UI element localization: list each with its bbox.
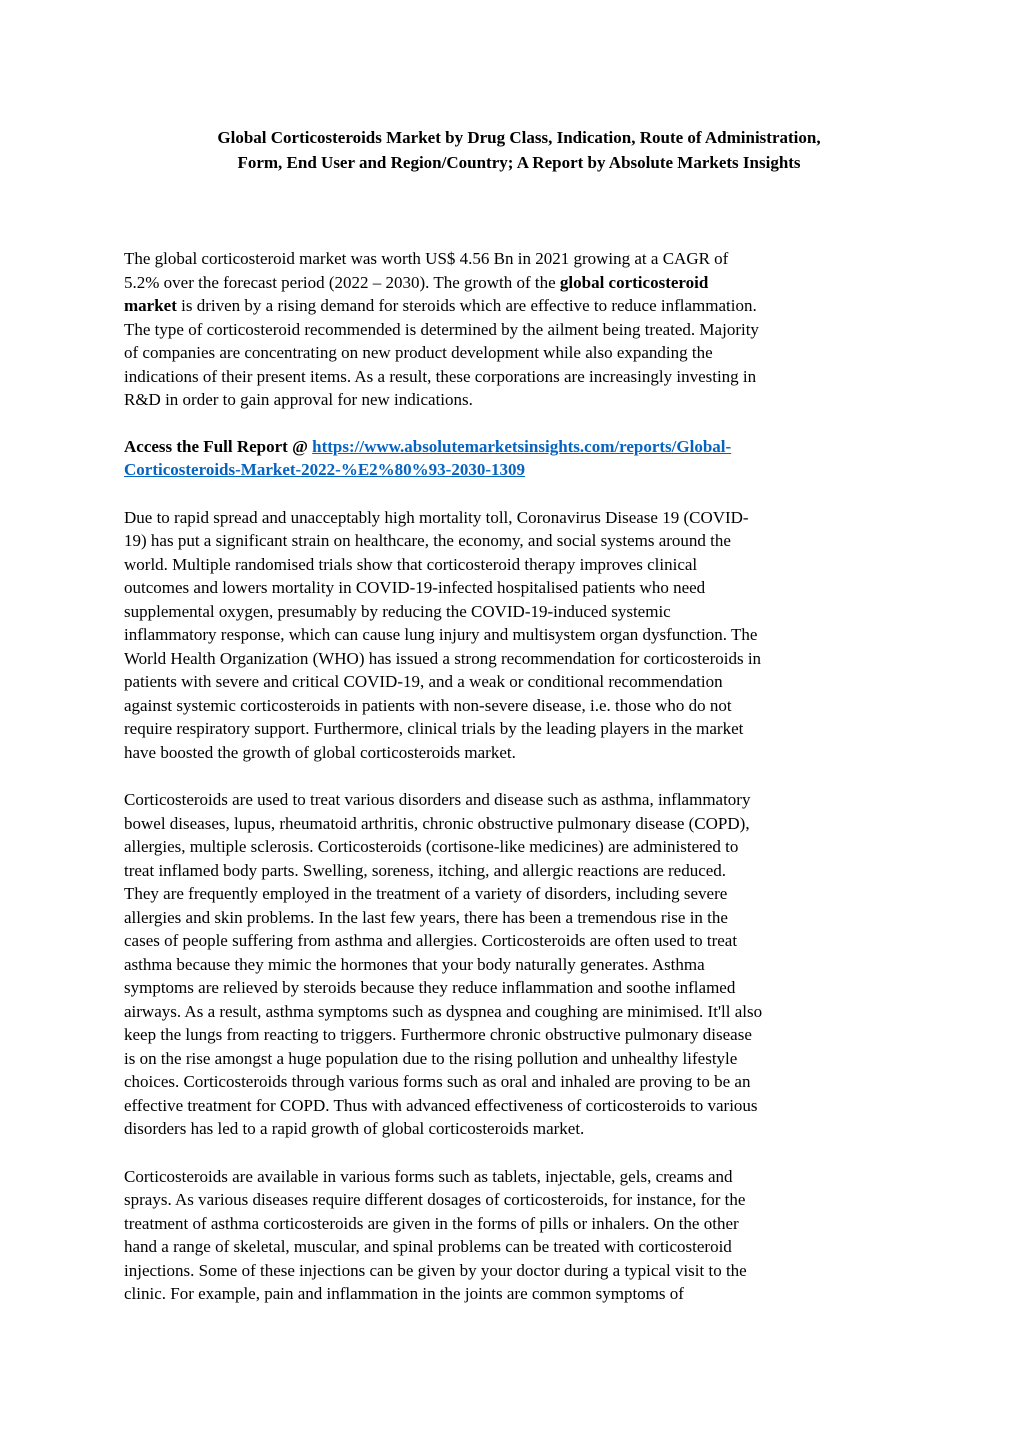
disorders-line: They are frequently employed in the treatment of a variety of disorders, including severe xyxy=(124,884,728,903)
title-line-1: Global Corticosteroids Market by Drug Class, Indication, Route of Administration, xyxy=(217,128,821,147)
disorders-line: allergies and skin problems. In the last few years, there has been a tremendous rise in the xyxy=(124,907,728,927)
disorders-line: disorders has led to a rapid growth of global corticosteroids market. xyxy=(124,1119,585,1138)
intro-line: of companies are concentrating on new product development while also expanding the xyxy=(124,343,713,362)
access-line xyxy=(124,435,914,459)
covid-line: patients with severe and critical COVID-19, and a weak or conditional recommendation xyxy=(124,672,723,691)
disorders-line: symptoms are relieved by steroids because they reduce inflammation and soothe inflamed xyxy=(124,978,736,997)
intro-bold-keyword: market xyxy=(124,296,177,315)
intro-text: 5.2% over the forecast period (2022 – 2030). The growth of the xyxy=(124,272,560,292)
intro-line xyxy=(124,294,914,318)
covid-line: inflammatory response, which can cause lung injury and multisystem organ dysfunction. The xyxy=(124,625,758,644)
disorders-line: treat inflamed body parts. Swelling, soreness, itching, and allergic reactions are reduced. xyxy=(124,860,727,880)
intro-bold-keyword: global corticosteroid xyxy=(559,272,709,292)
forms-line: hand a range of skeletal, muscular, and spinal problems can be treated with corticosteroid xyxy=(124,1237,732,1256)
covid-line: World Health Organization (WHO) has issued a strong recommendation for corticosteroids in xyxy=(124,648,762,668)
report-link[interactable]: Corticosteroids-Market-2022-%E2%80%93-2030-1309 xyxy=(124,460,526,479)
forms-paragraph xyxy=(124,1165,914,1306)
disorders-line: allergies, multiple sclerosis. Corticosteroids (cortisone-like medicines) are administered to xyxy=(124,837,739,856)
access-label: Access the Full Report @ xyxy=(124,436,313,456)
covid-paragraph xyxy=(124,506,914,765)
intro-line: The type of corticosteroid recommended is determined by the ailment being treated. Majority xyxy=(124,319,759,339)
intro-line: indications of their present items. As a result, these corporations are increasingly investing in xyxy=(124,366,757,386)
disorders-line: airways. As a result, asthma symptoms such as dyspnea and coughing are minimised. It'll also xyxy=(124,1001,763,1021)
intro-line: R&D in order to gain approval for new indications. xyxy=(124,390,473,409)
document-title xyxy=(124,125,914,175)
covid-line: outcomes and lowers mortality in COVID-19-infected hospitalised patients who need xyxy=(124,578,706,597)
disorders-line: effective treatment for COPD. Thus with advanced effectiveness of corticosteroids to various xyxy=(124,1095,758,1115)
access-line xyxy=(124,458,914,482)
covid-line: supplemental oxygen, presumably by reducing the COVID-19-induced systemic xyxy=(124,601,671,621)
covid-line: require respiratory support. Furthermore, clinical trials by the leading players in the market xyxy=(124,719,744,738)
covid-line: have boosted the growth of global corticosteroids market. xyxy=(124,742,516,762)
intro-line: The global corticosteroid market was worth US$ 4.56 Bn in 2021 growing at a CAGR of xyxy=(124,249,729,268)
document-page xyxy=(124,125,914,1306)
disorders-line: asthma because they mimic the hormones that your body naturally generates. Asthma xyxy=(124,954,705,974)
covid-line: Due to rapid spread and unacceptably high mortality toll, Coronavirus Disease 19 (COVID- xyxy=(124,507,749,527)
disorders-line: bowel diseases, lupus, rheumatoid arthritis, chronic obstructive pulmonary disease (COPD), xyxy=(124,813,750,833)
disorders-line: cases of people suffering from asthma and allergies. Corticosteroids are often used to treat xyxy=(124,931,738,950)
access-report-paragraph xyxy=(124,435,914,482)
forms-line: Corticosteroids are available in various forms such as tablets, injectable, gels, creams and xyxy=(124,1166,733,1186)
covid-line: 19) has put a significant strain on healthcare, the economy, and social systems around the xyxy=(124,531,731,550)
disorders-line: Corticosteroids are used to treat various disorders and disease such as asthma, inflammatory xyxy=(124,790,751,809)
disorders-line: keep the lungs from reacting to triggers. Furthermore chronic obstructive pulmonary disease xyxy=(124,1025,752,1044)
forms-line: injections. Some of these injections can be given by your doctor during a typical visit to the xyxy=(124,1260,747,1280)
intro-paragraph xyxy=(124,247,914,412)
covid-line: against systemic corticosteroids in patients with non-severe disease, i.e. those who do not xyxy=(124,695,732,715)
disorders-line: choices. Corticosteroids through various forms such as oral and inhaled are proving to be an xyxy=(124,1072,751,1091)
forms-line: treatment of asthma corticosteroids are given in the forms of pills or inhalers. On the other xyxy=(124,1213,739,1233)
disorders-line: is on the rise amongst a huge population due to the rising pollution and unhealthy lifestyle xyxy=(124,1048,738,1068)
intro-text: is driven by a rising demand for steroids which are effective to reduce inflammation. xyxy=(176,296,757,315)
disorders-paragraph xyxy=(124,788,914,1141)
covid-line: world. Multiple randomised trials show that corticosteroid therapy improves clinical xyxy=(124,554,698,574)
intro-line xyxy=(124,271,914,295)
report-link[interactable]: https://www.absolutemarketsinsights.com/reports/Global- xyxy=(312,436,732,456)
forms-line: clinic. For example, pain and inflammation in the joints are common symptoms of xyxy=(124,1284,684,1303)
title-line-2: Form, End User and Region/Country; A Report by Absolute Markets Insights xyxy=(237,153,801,172)
forms-line: sprays. As various diseases require different dosages of corticosteroids, for instance, for the xyxy=(124,1190,746,1209)
